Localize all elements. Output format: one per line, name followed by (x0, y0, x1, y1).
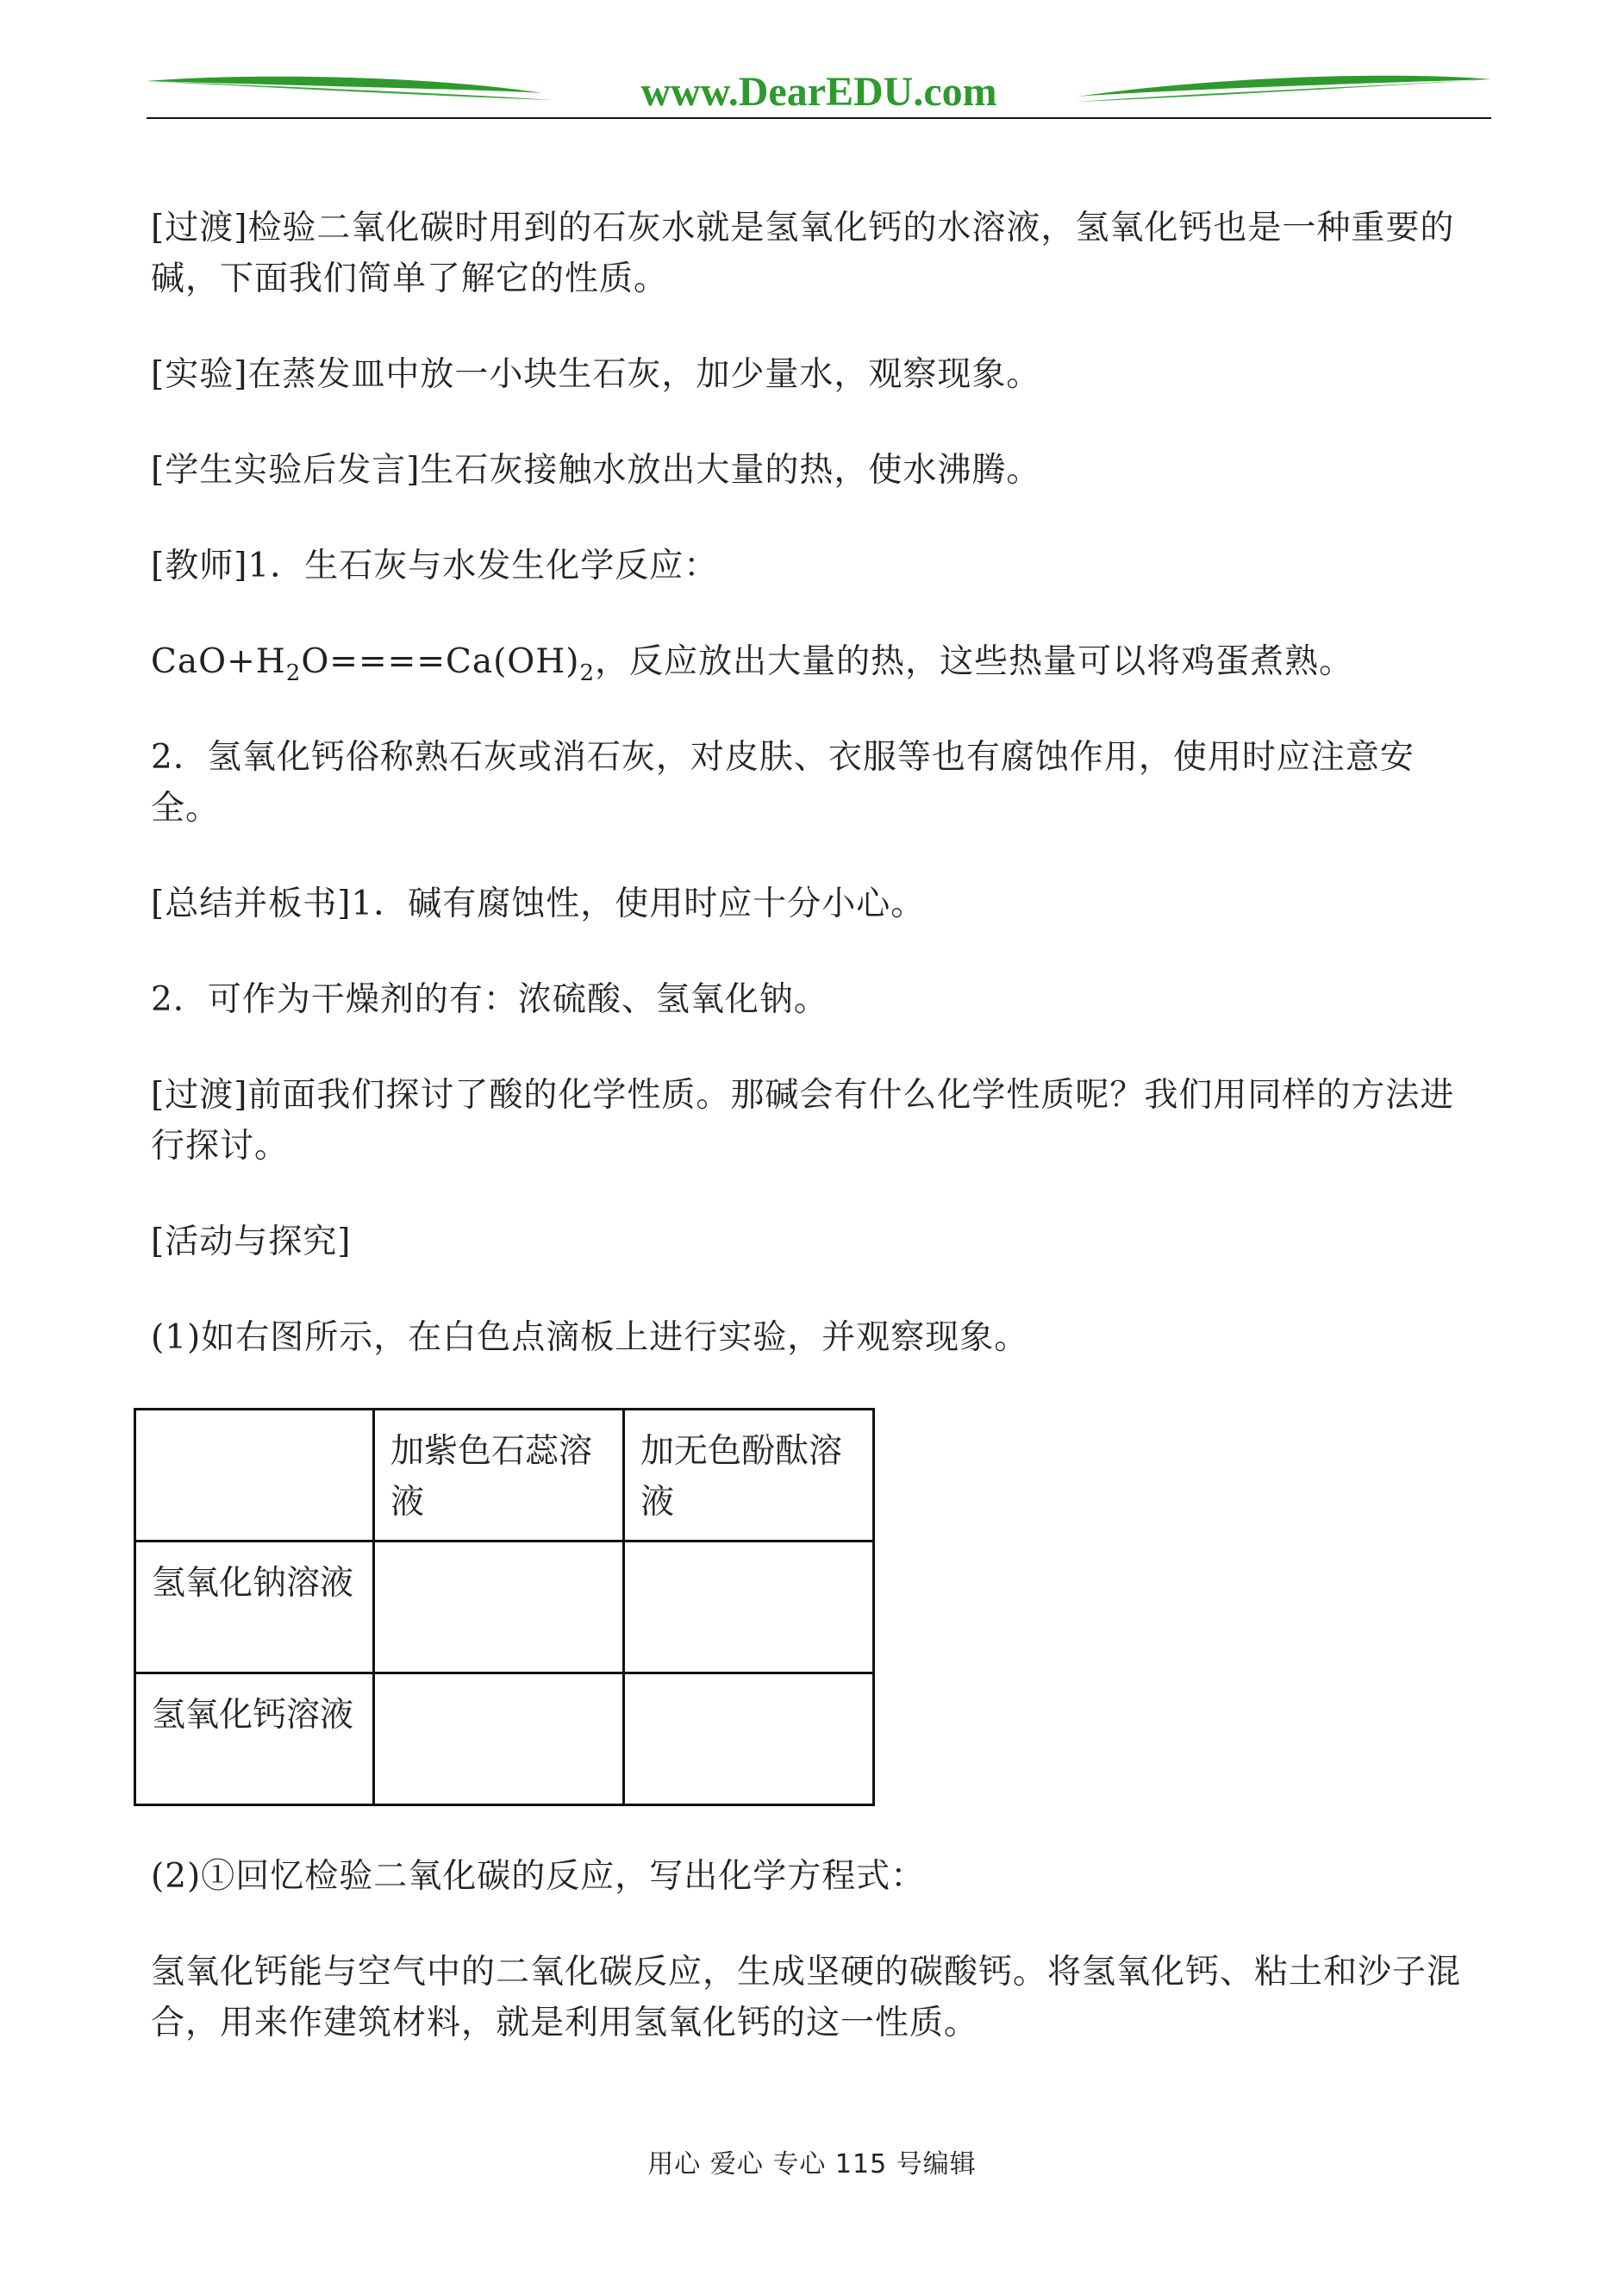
logo-text: www.DearEDU.com (640, 69, 997, 115)
paragraph: [实验]在蒸发皿中放一小块生石灰，加少量水，观察现象。 (151, 355, 1041, 394)
paragraph: [过渡]前面我们探讨了酸的化学性质。那碱会有什么化学性质呢？我们用同样的方法进行探讨。 (151, 1076, 1455, 1166)
paragraph: 2．可作为干燥剂的有：浓硫酸、氢氧化钠。 (151, 980, 828, 1019)
table-header-cell: 加无色酚酞溶液 (624, 1410, 874, 1541)
table-row (135, 1541, 874, 1673)
paragraph: 2．氢氧化钙俗称熟石灰或消石灰，对皮肤、衣服等也有腐蚀作用，使用时应注意安全。 (151, 738, 1415, 828)
equation-part: ，反应放出大量的热，这些热量可以将鸡蛋煮熟。 (595, 642, 1354, 681)
equation-subscript: 2 (579, 660, 596, 686)
document-body (151, 203, 1483, 2093)
table-header-cell (135, 1410, 374, 1541)
page-footer: 用心 爱心 专心 115 号编辑 (647, 2149, 977, 2179)
paragraph: [总结并板书]1．碱有腐蚀性，使用时应十分小心。 (151, 885, 926, 923)
table-cell (374, 1673, 624, 1805)
paragraph: (1)如右图所示，在白色点滴板上进行实验，并观察现象。 (151, 1318, 1029, 1357)
paragraph: (2)①回忆检验二氧化碳的反应，写出化学方程式： (151, 1857, 926, 1896)
table-row (135, 1673, 874, 1805)
equation-part: CaO+H (151, 642, 286, 681)
equation-part: O====Ca(OH) (301, 642, 580, 681)
paragraph: [过渡]检验二氧化碳时用到的石灰水就是氢氧化钙的水溶液，氢氧化钙也是一种重要的碱，下面我们简单了解它的性质。 (151, 209, 1455, 298)
table-header-row (135, 1410, 874, 1541)
table-cell (624, 1541, 874, 1673)
paragraph: 氢氧化钙能与空气中的二氧化碳反应，生成坚硬的碳酸钙。将氢氧化钙、粘土和沙子混合，用来作建筑材料，就是利用氢氧化钙的这一性质。 (151, 1953, 1462, 2042)
equation-line (151, 636, 1483, 687)
table-cell (624, 1673, 874, 1805)
equation-subscript: 2 (285, 660, 302, 686)
paragraph: [活动与探究] (151, 1223, 352, 1261)
right-leaf-swoosh (1077, 76, 1491, 97)
table-cell (374, 1541, 624, 1673)
paragraph: [教师]1．生石灰与水发生化学反应： (151, 547, 719, 585)
experiment-table (134, 1408, 875, 1806)
table-cell: 氢氧化钠溶液 (135, 1541, 374, 1673)
paragraph: [学生实验后发言]生石灰接触水放出大量的热，使水沸腾。 (151, 451, 1041, 490)
table-cell: 氢氧化钙溶液 (135, 1673, 374, 1805)
table-header-cell: 加紫色石蕊溶液 (374, 1410, 624, 1541)
header-rule (147, 117, 1491, 119)
